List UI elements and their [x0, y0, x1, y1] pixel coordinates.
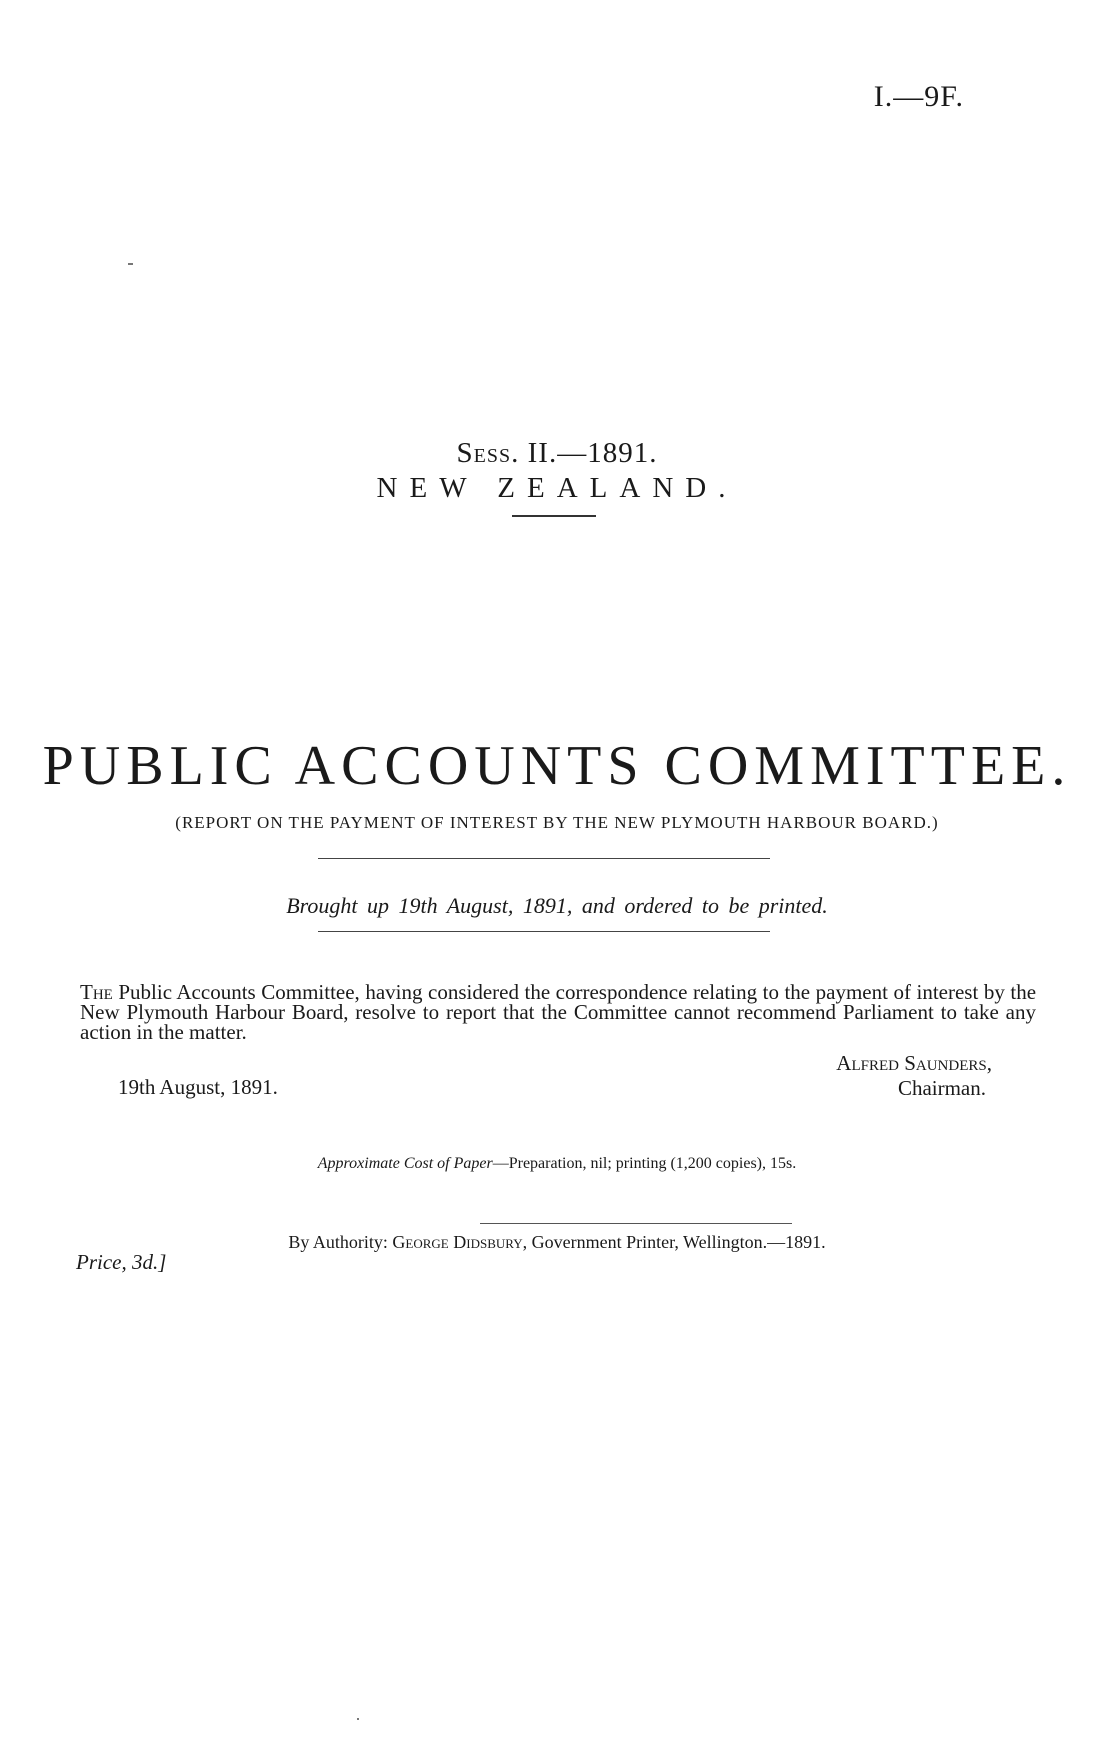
document-title: PUBLIC ACCOUNTS COMMITTEE. [42, 735, 1072, 797]
divider-rule-bottom [318, 931, 770, 932]
report-date: 19th August, 1891. [118, 1075, 278, 1099]
page-reference: I.—9F. [873, 80, 964, 113]
paper-speck [357, 1718, 359, 1720]
divider-rule-top [318, 858, 770, 859]
report-paragraph [80, 982, 1036, 1042]
authority-prefix: By Authority: [288, 1232, 388, 1252]
cost-label: Approximate Cost of Paper [317, 1155, 493, 1172]
document-subtitle: (REPORT ON THE PAYMENT OF INTEREST BY THE NEW PLYMOUTH HARBOUR BOARD.) [175, 813, 939, 832]
paragraph-lead: The [80, 980, 113, 1004]
country-heading: NEW ZEALAND. [376, 472, 738, 504]
paragraph-text: Public Accounts Committee, having considered the correspondence relating to the payment of interest by the New Plymouth Harbour Board, resolve to report that the Committee cannot recommend Parliament to take any action in the matter. [80, 980, 1037, 1044]
authority-suffix: , Government Printer, Wellington.—1891. [522, 1232, 826, 1252]
brought-up-note: Brought up 19th August, 1891, and ordered to be printed. [286, 893, 828, 918]
cost-note [0, 1155, 1114, 1173]
price-note: Price, 3d.] [76, 1250, 167, 1274]
divider-rule [512, 515, 596, 517]
signatory-title: Chairman. [897, 1076, 986, 1100]
printer-name: George Didsbury [392, 1232, 523, 1252]
session-line: Sess. II.—1891. [456, 437, 658, 469]
printer-imprint [0, 1232, 1114, 1253]
cost-text: —Preparation, nil; printing (1,200 copies), 15s. [492, 1155, 797, 1172]
footer-rule [480, 1223, 792, 1224]
paper-speck [128, 263, 133, 265]
signatory-name: Alfred Saunders, [836, 1051, 992, 1075]
